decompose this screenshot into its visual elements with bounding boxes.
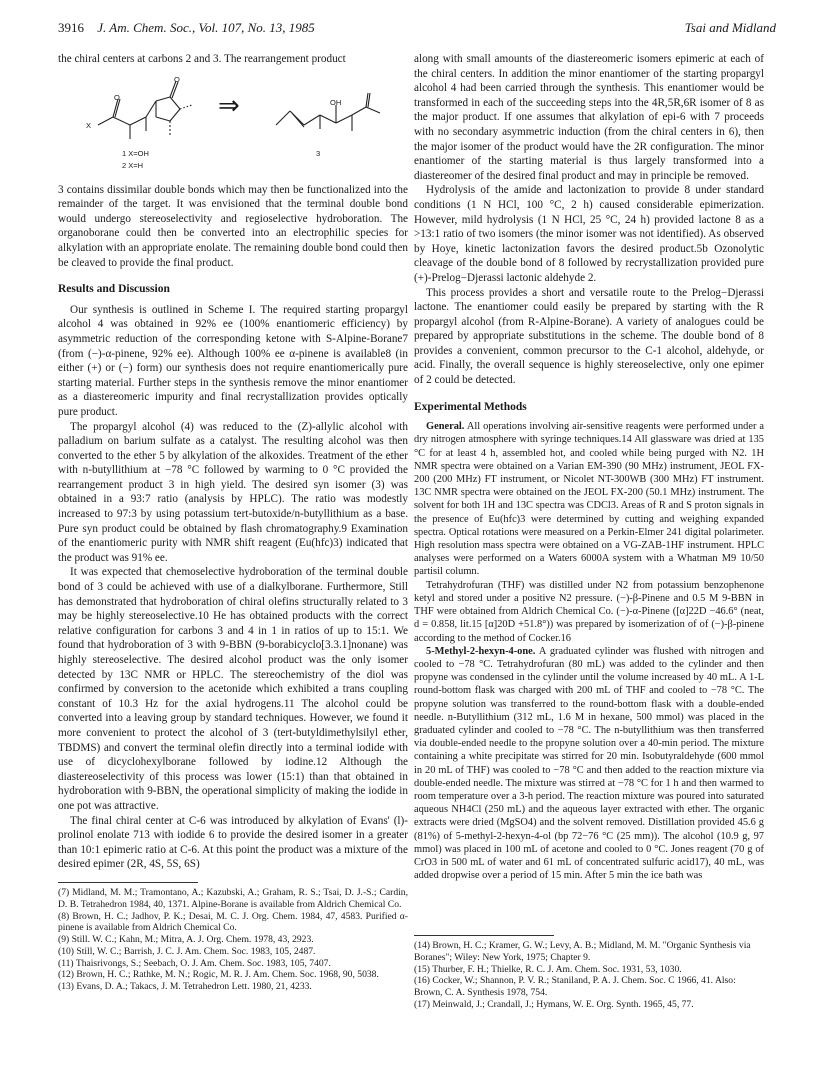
footnote: (9) Still. W. C.; Kahn, M.; Mitra, A. J. Org. Chem. 1978, 43, 2923. xyxy=(58,934,314,946)
oxygen-label-ring: O xyxy=(174,74,180,84)
paragraph: Our synthesis is outlined in Scheme I. The required starting propargyl alcohol 4 was obtained in 92% ee (100% enantiomeric efficiency) by asymmetric reduction of the corresponding ketone with S-Alpine-Borane7 (from (−)-α-pinene, 92% ee). Although 100% ee α-pinene is available8 (in either (+) or (−) form) our synthesis does not require enantiomerically pure starting material. Further steps in the synthesis remove the minor enantiomer as a diastereomeric impurity and final recrystallization provides optically pure product. xyxy=(58,303,408,418)
journal-citation: J. Am. Chem. Soc., Vol. 107, No. 13, 1985 xyxy=(97,20,315,35)
chemical-structures-drawing xyxy=(58,69,408,177)
running-header-authors: Tsai and Midland xyxy=(684,20,776,35)
section-heading: Results and Discussion xyxy=(58,283,170,296)
footnote: (11) Thaisrivongs, S.; Seebach, O. J. Am. Chem. Soc. 1983, 105, 7407. xyxy=(58,957,331,969)
paragraph xyxy=(414,645,764,883)
footnote: (14) Brown, H. C.; Kramer, G. W.; Levy, A. B.; Midland, M. M. "Organic Synthesis via Boranes"; Wiley: New York, 1975; Chapter 9. xyxy=(414,940,751,963)
compound-1-label: 1 X=OH xyxy=(122,148,149,158)
paragraph-text: A graduated cylinder was flushed with nitrogen and cooled to −78 °C. Tetrahydrofuran (80 mL) was added to the cylinder and then propyne was condensed in the cylinder until the volume increased by 40 mL. A 1-L round-bottom flask was charged with 200 mL of THF and cooled to −78 °C. The propyne solution was transferred to the round-bottom flask with a double-ended needle. n-Butyllithium (312 mL, 1.6 M in hexane, 500 mmol) was placed in the graduated cylinder and cooled to −78 °C. The n-butyllithium was then transferred via double-ended needle to the propyne solution over a 40-min period. The mixture containing a white precipitate was stirred for 20 min. Isobutyraldehyde (600 mmol in 20 mL of THF) was cooled to −78 °C and then added to the reaction mixture via double-ended needle. The mixture was stirred at −78 °C for 1 h and then warmed to room temperature over a 3-h period. The reaction mixture was poured into saturated aqueous NH4Cl (250 mL) and the aqueous layer extracted with ether. The organic extracts were dried (MgSO4) and the solvent removed. Distillation provided 45.6 g (81%) of 5-methyl-2-hexyn-4-ol (bp 72−76 °C (25 mm)). The alcohol (10.9 g, 97 mmol) was placed in 100 mL of acetone and cooled to 0 °C. Jones reagent (70 g of CrO3 in 500 mL of water and 61 mL of concentrated sulfuric acid17), 40 mL, was added dropwise over a period of 15 min. After 5 min the ice bath was xyxy=(414,645,764,882)
x-substituent-label: X xyxy=(86,120,92,130)
oxygen-label-top: O xyxy=(114,92,120,102)
paragraph: It was expected that chemoselective hydroboration of the terminal double bond of 3 could be achieved with use of a dialkylborane. Furthermore, Still has demonstrated that hydroboration of chiral olefins structurally related to 3 may be highly stereoselective.10 He has obtained products with the correct relative configuration for carbons 3 and 4 in 1 in ratios of up to 15:1. We found that hydroboration of 3 with 9-BBN (9-borabicyclo[3.3.1]nonane) was highly stereoselective. The desired alcohol product was the only isomer detected by 13C NMR or HPLC. The stereochemistry of the diol was confirmed by conversion to the acetonide which exhibited a trans coupling constant of 10.3 Hz for the axial hydrogens.11 The alcohol could be converted into a leaving group by standard techniques. However, we found it more convenient to protect the alcohol of 3 (tert-butyldimethylsilyl ether, TBDMS) and convert the terminal olefin directly into a terminal iodide with use of dicyclohexylborane followed by iodine.12 Although the diastereoselectivity of this process was lower (15:1) than that obtained in hydroboration with 9-BBN, the operational simplicity of making the iodide in one pot was attractive. xyxy=(58,566,408,812)
structure-scheme xyxy=(58,69,408,177)
right-footnotes xyxy=(414,925,764,1011)
footnote: (12) Brown, H. C.; Rathke, M. N.; Rogic, M. R. J. Am. Chem. Soc. 1968, 90, 5038. xyxy=(58,969,379,981)
footnote: (17) Meinwald, J.; Crandall, J.; Hymans, W. E. Org. Synth. 1965, 45, 77. xyxy=(414,998,694,1010)
section-heading: Experimental Methods xyxy=(414,400,527,413)
footnote-rule xyxy=(414,935,554,936)
paragraph-text: All operations involving air-sensitive reagents were performed under a dry nitrogen atmosphere with syringe techniques.14 All glassware was dried at 135 °C for at least 4 h, assembled hot, and cooled while being purged with N2. 1H NMR spectra were obtained on a Varian EM-390 (90 MHz) instrument, JEOL FX-200 (200 MHz) FT instrument, or Nicolet NT-300WB (300 MHz) FT instrument. 13C NMR spectra were obtained on the JEOL FX-200 (50.1 MHz) instrument. The solvent for both 1H and 13C spectra was CDCl3. Areas of R and S proton signals in the presence of Eu(hfc)3 were determined by cutting and weighing expanded spectra. Optical rotations were measured on a Perkin-Elmer 241 digital polarimeter. High resolution mass spectra were obtained on a VG-ZAB-1HF instrument. HPLC analyses were performed on a Waters 6000A system with a Whatman M9 10/50 partisil column. xyxy=(414,421,765,578)
run-in-heading: 5-Methyl-2-hexyn-4-one. xyxy=(426,645,536,657)
paragraph: 3 contains dissimilar double bonds which may then be functionalized into the remainder of the target. It was envisioned that the terminal double bond would undergo stereoselectivity and regioselective hydroboration. The organoborane could then be converted into an electrophilic species for alkylation with an appropriate enolate. The remaining double bond could then be cleaved to provide the final product. xyxy=(58,183,408,269)
paragraph: This process provides a short and versatile route to the Prelog−Djerassi lactone. The enantiomer could easily be prepared by starting with the R propargyl alcohol (from R-Alpine-Borane). A variety of analogues could be prepared by appropriate substitutions in the scheme. The double bond of 8 provides a convenient, common precursor to the C-1 alcohol, aldehyde, or acid. Finally, the overall sequence is highly stereoselective, only one epimer of 2 could be detected. xyxy=(414,286,764,387)
intro-paragraph: the chiral centers at carbons 2 and 3. The rearrangement product xyxy=(58,53,346,65)
running-header-left xyxy=(58,20,315,36)
footnote: (10) Still, W. C.; Barrish, J. C. J. Am. Chem. Soc. 1983, 105, 2487. xyxy=(58,945,316,957)
paragraph: The final chiral center at C-6 was introduced by alkylation of Evans' (l)-prolinol enolate 713 with iodide 6 to provide the desired isomer in a greater than 10:1 epimeric ratio at C-6. At this point the product was a mixture of the desired epimer (2R, 4S, 5S, 6S) xyxy=(58,814,408,871)
footnote: (8) Brown, H. C.; Jadhov, P. K.; Desai, M. C. J. Org. Chem. 1984, 47, 4583. Purified α-pinene is available from Aldrich Chemical Co. xyxy=(58,910,408,934)
paragraph: Hydrolysis of the amide and lactonization to provide 8 under standard conditions (1 N HCl, 100 °C, 2 h) caused considerable epimerization. However, mild hydrolysis (1 N HCl, 25 °C, 24 h) provided lactone 8 as a >13:1 ratio of two isomers (the minor isomer was not identified). As observed by Hoye, kinetic lactonization favors the desired product.5b Ozonolytic cleavage of the double bond of 8 followed by recrystallization provided pure (+)-Prelog−Djerassi lactonic aldehyde 2. xyxy=(414,184,764,284)
paragraph: along with small amounts of the diastereomeric isomers epimeric at each of the chiral centers. In addition the minor enantiomer of the starting propargyl alcohol 4 had been carried through the synthesis. This enantiomer would be transformed in each of the succeeding steps into the 4R,5R,6R isomer of 8 as the major product. If one assumes that alkylation of epi-6 with 7 proceeds with no secondary asymmetric induction (from the chiral centers in 6), then the major isomer of the product would have the 2R configuration. The minor enantiomer of the starting material is thus largely transformed into a diastereomer of the desired final product and may in principle be removed. xyxy=(414,53,764,182)
run-in-heading: General. xyxy=(426,421,465,433)
paragraph: The propargyl alcohol (4) was reduced to the (Z)-allylic alcohol with palladium on barium sulfate as a catalyst. The resulting alcohol was then converted to the ether 5 by alkylation of the alkoxides. Treatment of the ether with n-butyllithium at −78 °C followed by warming to 0 °C provided the rearrangement product 3 in high yield. The desired syn isomer (3) was obtained in a 93:7 ratio (analysis by HPLC). The ratio was modestly increased to 97:3 by using potassium tert-butoxide/n-butyllithium as a base. Pure syn product could be obtained by flash chromatography.9 Examination of the enantiomeric purity with NMR shift reagent (Eu(hfc)3) indicated that the product was 91% ee. xyxy=(58,420,408,564)
footnote: (13) Evans, D. A.; Takacs, J. M. Tetrahedron Lett. 1980, 21, 4233. xyxy=(58,981,312,993)
retrosynthesis-arrow: ⇒ xyxy=(218,90,240,120)
footnote: (7) Midland, M. M.; Tramontano, A.; Kazubski, A.; Graham, R. S.; Tsai, D. J.-S.; Cardin, D. B. Tetrahedron 1984, 40, 1371. Alpine-Borane is available from Aldrich Chemical Co. xyxy=(58,886,408,910)
hydroxyl-label: OH xyxy=(330,97,342,107)
footnote-rule xyxy=(58,882,198,883)
page-number: 3916 xyxy=(58,20,84,35)
right-column xyxy=(414,52,764,882)
footnote: (16) Cocker, W.; Shannon, P. V. R.; Staniland, P. A. J. Chem. Soc. C 1966, 41. Also: Brown, C. A. Synthesis 1978, 754. xyxy=(414,975,736,999)
footnote: (15) Thurber, F. H.; Thielke, R. C. J. Am. Chem. Soc. 1931, 53, 1030. xyxy=(414,963,682,975)
left-column xyxy=(58,52,408,993)
compound-3-label: 3 xyxy=(316,148,321,158)
paragraph xyxy=(414,420,764,578)
compound-2-label: 2 X=H xyxy=(122,160,144,170)
paragraph: Tetrahydrofuran (THF) was distilled under N2 from potassium benzophenone ketyl and stored under a positive N2 pressure. (−)-β-Pinene and 0.5 M 9-BBN in THF were obtained from Aldrich Chemical Co. (−)-α-Pinene ([α]22D −46.6° (neat, d = 0.858, lit.15 [α]20D +51.8°)) was prepared by isomerization of of (−)-β-pinene according to the method of Cocker.16 xyxy=(414,579,764,644)
